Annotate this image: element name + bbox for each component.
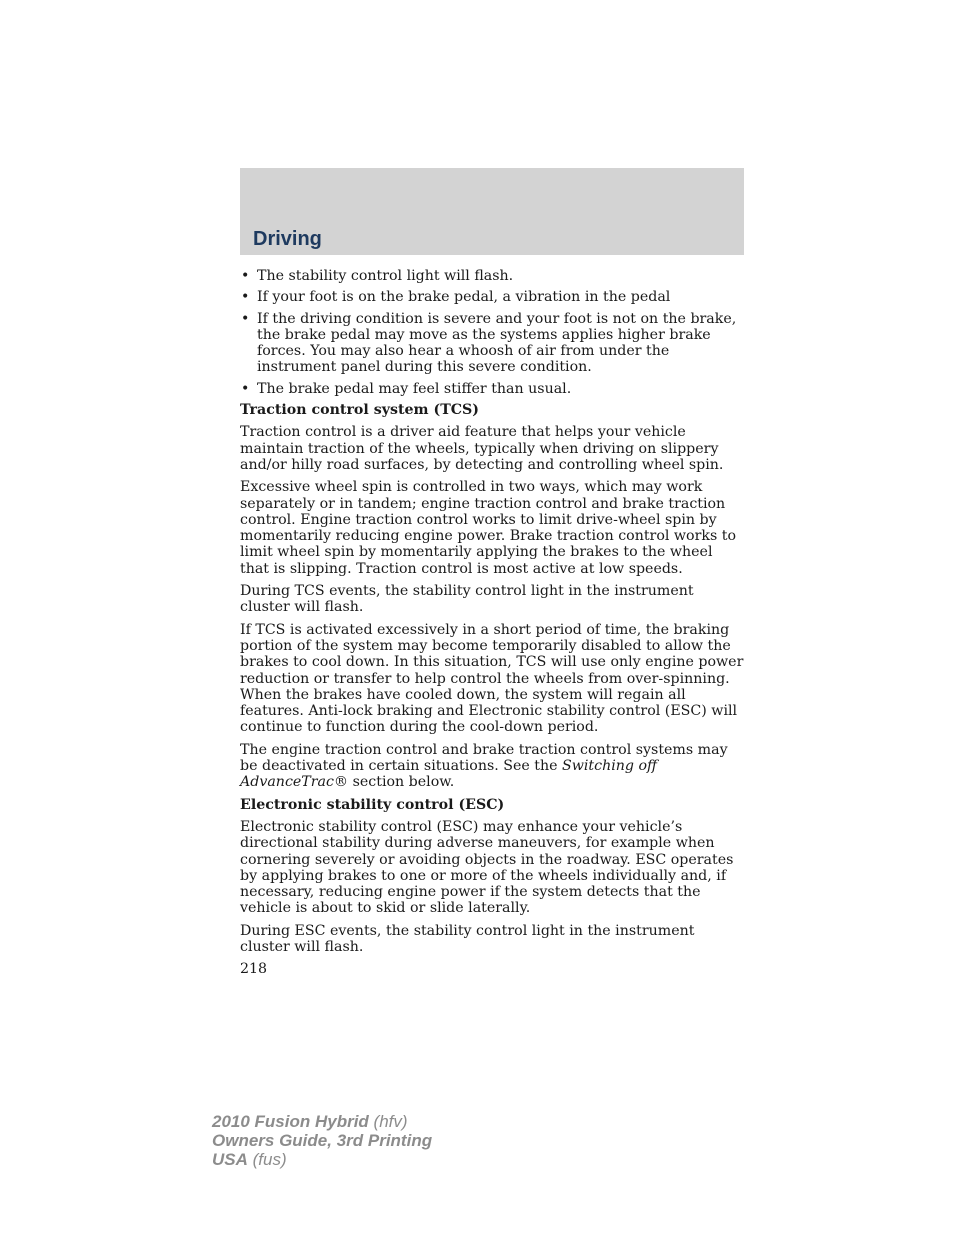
bullet-item: • The brake pedal may feel stiffer than usual.	[240, 381, 744, 397]
section-title: Driving	[253, 228, 322, 250]
esc-paragraph: During ESC events, the stability control light in the instrument cluster will flash.	[240, 922, 695, 955]
footer-guide: Owners Guide, 3rd Printing	[212, 1131, 433, 1150]
footer-line-market	[212, 1150, 432, 1169]
symptom-bullet-list	[240, 268, 744, 397]
para-text: The engine traction control and brake traction control systems may be deactivated in certain situations. See the	[240, 741, 728, 775]
section-header-band	[240, 168, 744, 255]
footer-market: USA	[212, 1150, 248, 1169]
footer-line-model	[212, 1112, 432, 1131]
document-footer	[212, 1112, 432, 1169]
footer-market-code: (fus)	[247, 1150, 287, 1169]
esc-paragraph: Electronic stability control (ESC) may enhance your vehicle’s directional stability during adverse maneuvers, for example when cornering severely or avoiding objects in the roadway. ESC operates by applying brakes to one or more of the wheels individually and, if necessary, reducing engine power if the system detects that the vehicle is about to skid or slide laterally.	[240, 818, 734, 917]
esc-heading: Electronic stability control (ESC)	[240, 796, 505, 813]
footer-model-code: (hfv)	[368, 1112, 408, 1131]
footer-model: 2010 Fusion Hybrid	[212, 1112, 369, 1131]
para-text: section below.	[348, 774, 455, 791]
tcs-paragraph: Excessive wheel spin is controlled in two ways, which may work separately or in tandem; engine traction control and brake traction control. Engine traction control works to limit drive-wheel spin by momentarily reducing engine power. Brake traction control works to limit wheel spin by momentarily applying the brakes to the wheel that is slipping. Traction control is most active at low speeds.	[240, 479, 737, 577]
tcs-heading: Traction control system (TCS)	[240, 402, 479, 419]
tcs-paragraph: Traction control is a driver aid feature that helps your vehicle maintain traction of the wheels, typically when driving on slippery and/or hilly road surfaces, by detecting and controlling wheel spin.	[240, 424, 724, 473]
bullet-item: • If the driving condition is severe and your foot is not on the brake, the brake pedal may move as the systems applies higher brake forces. You may also hear a whoosh of air from under the instrument panel during this severe condition.	[240, 311, 744, 376]
page-content	[240, 268, 744, 961]
tcs-paragraph: During TCS events, the stability control light in the instrument cluster will flash.	[240, 583, 694, 616]
page-number: 218	[240, 961, 268, 977]
tcs-paragraph: If TCS is activated excessively in a short period of time, the braking portion of the system may become temporarily disabled to allow the brakes to cool down. In this situation, TCS will use only engine power reduction or transfer to help control the wheels from over-spinning. When the brakes have cooled down, the system will regain all features. Anti-lock braking and Electronic stability control (ESC) will continue to function during the cool-down period.	[240, 621, 744, 736]
cross-reference-link[interactable]: Switching off AdvanceTrac®	[240, 758, 658, 791]
bullet-item: • If your foot is on the brake pedal, a vibration in the pedal	[240, 289, 744, 305]
footer-line-guide	[212, 1131, 432, 1150]
tcs-paragraph-deactivation	[240, 742, 744, 791]
bullet-item: • The stability control light will flash.	[240, 268, 744, 284]
